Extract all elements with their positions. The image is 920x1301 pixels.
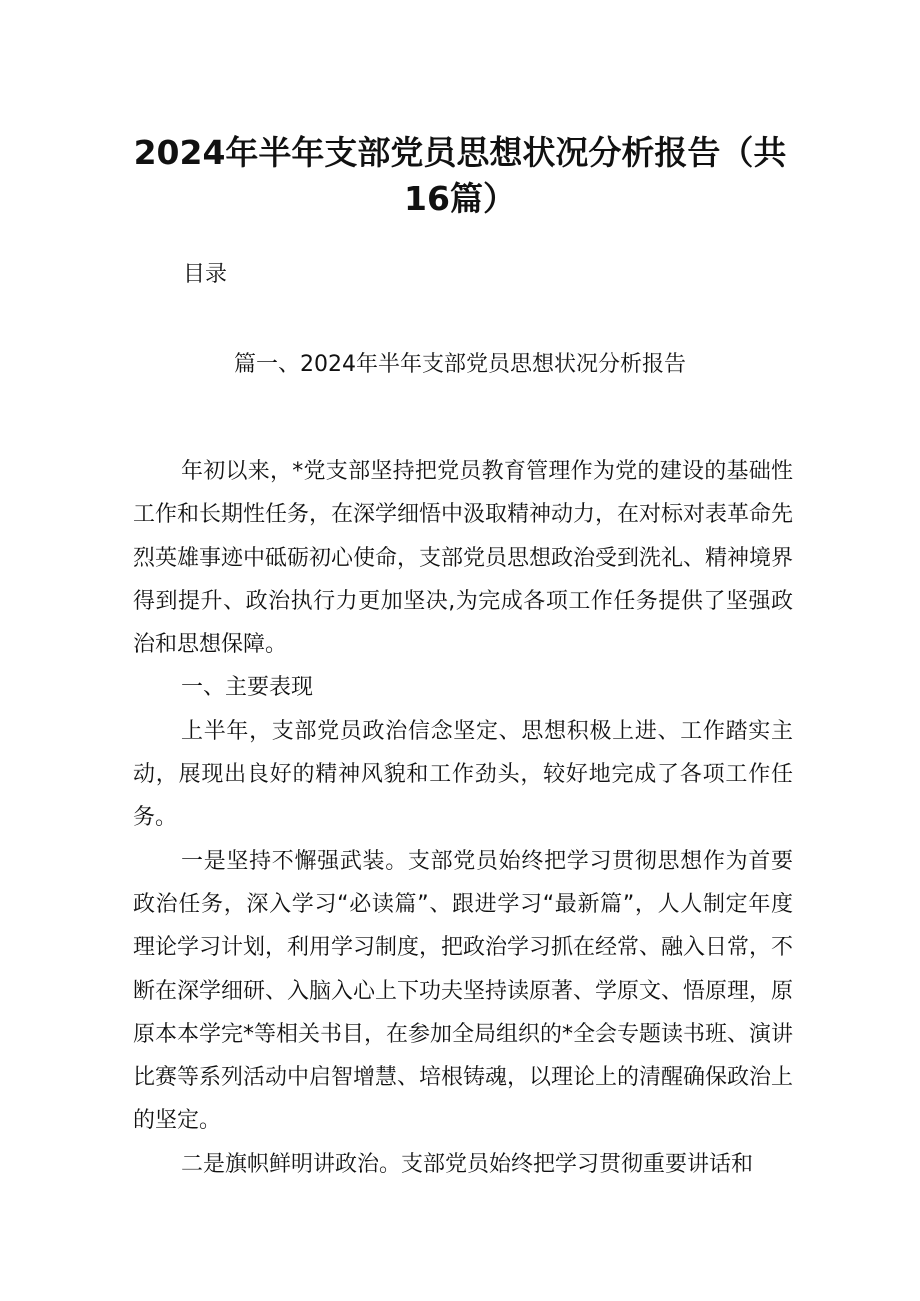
paragraph-point-one: 一是坚持不懈强武装。支部党员始终把学习贯彻思想作为首要政治任务，深入学习“必读篇”、跟进学习“最新篇”，人人制定年度理论学习计划，利用学习制度，把政治学习抓在经常、融入日常，不断在深学细研、入脑入心上下功夫坚持读原著、学原文、悟原理，原原本本学完*等相关书目，在参加全局组织的*全会专题读书班、演讲比赛等系列活动中启智增慧、培根铸魂，以理论上的清醒确保政治上的坚定。	[133, 848, 794, 1134]
document-title: 2024年半年支部党员思想状况分析报告（共16篇）	[133, 133, 787, 218]
paragraph-summary: 上半年，支部党员政治信念坚定、思想积极上进、工作踏实主动，展现出良好的精神风貌和工作劲头，较好地完成了各项工作任务。	[133, 718, 793, 831]
section-heading: 一、主要表现	[181, 675, 314, 701]
paragraph-point-two: 二是旗帜鲜明讲政治。支部党员始终把学习贯彻重要讲话和	[181, 1151, 754, 1177]
body-text	[133, 450, 793, 1186]
toc-label: 目录	[183, 262, 228, 287]
paragraph-intro: 年初以来，*党支部坚持把党员教育管理作为党的建设的基础性工作和长期性任务，在深学细悟中汲取精神动力，在对标对表革命先烈英雄事迹中砥砺初心使命，支部党员思想政治受到洗礼、精神境界得到提升、政治执行力更加坚决,为完成各项工作任务提供了坚强政治和思想保障。	[133, 459, 794, 658]
chapter-heading: 篇一、2024年半年支部党员思想状况分析报告	[234, 352, 686, 377]
